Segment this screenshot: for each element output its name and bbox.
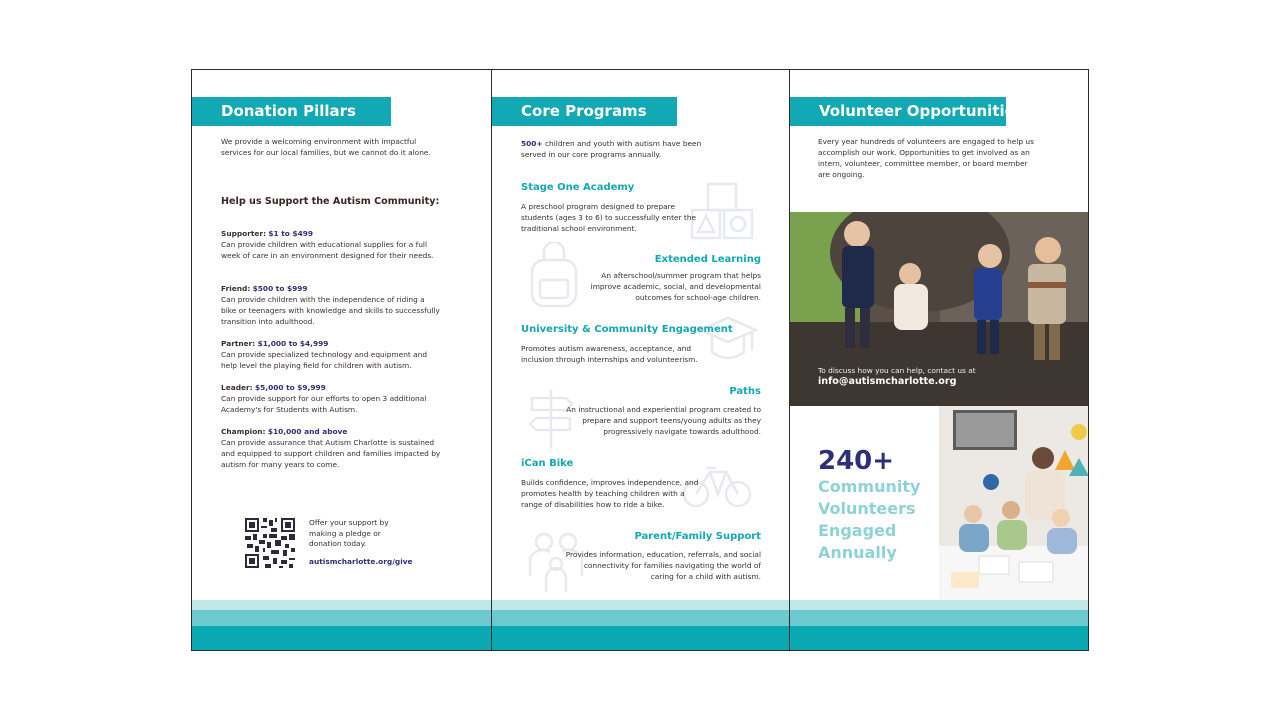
backpack-icon: [526, 242, 582, 308]
core-programs-panel: [491, 70, 790, 650]
cta-text: Offer your support by making a pledge or donation today.: [309, 518, 389, 548]
footer-band-dark: [492, 626, 790, 650]
footer-band-mid: [790, 610, 1089, 626]
footer-band-light: [790, 600, 1089, 610]
intro-text: Every year hundreds of volunteers are engaged to help us accomplish our work. Opportunities to get involved as an intern, volunteer, committee member, or board member are ongoing.: [818, 137, 1034, 179]
children-playing-photo: [790, 212, 1089, 406]
photo-illustration: [939, 406, 1089, 600]
stat-number: 240+: [818, 446, 895, 476]
tier-name: Friend:: [221, 284, 251, 293]
program-desc: Builds confidence, improves independence, and promotes health by teaching children with a range of disabilities how to ride a bike.: [521, 478, 699, 509]
tier-desc: Can provide children with the independence of riding a bike or teenagers with knowledge and skills to successfully transition into adulthood.: [221, 295, 440, 326]
program-title: Extended Learning: [654, 254, 761, 265]
tier-supporter: [221, 228, 441, 261]
photo-caption: To discuss how you can help, contact us at: [818, 366, 976, 375]
tier-champion: [221, 426, 441, 470]
tier-range: $5,000 to $9,999: [254, 383, 326, 392]
program-desc: A preschool program designed to prepare students (ages 3 to 6) to successfully enter the traditional school environment.: [521, 202, 697, 233]
tier-range: $1 to $499: [268, 229, 314, 238]
footer-band-dark: [192, 626, 491, 650]
stat-line: Annually: [818, 543, 897, 562]
qr-code-icon[interactable]: [245, 518, 295, 568]
program-desc: Promotes autism awareness, acceptance, and inclusion through internships and volunteerism.: [521, 344, 698, 364]
program-desc: An instructional and experiential program created to prepare and support teens/young adults as they progressively navigate towards adulthood.: [566, 405, 761, 436]
footer-band-mid: [492, 610, 790, 626]
panel-heading: Volunteer Opportunities: [790, 97, 1006, 126]
tier-desc: Can provide support for our efforts to open 3 additional Academy's for Students with Autism.: [221, 394, 427, 414]
volunteer-panel: [789, 70, 1089, 650]
trifold-brochure: [191, 69, 1089, 651]
tier-range: $10,000 and above: [267, 427, 348, 436]
tier-range: $500 to $999: [252, 284, 308, 293]
footer-band-light: [192, 600, 491, 610]
graduation-cap-icon: [698, 310, 758, 368]
stat-line: Community: [818, 477, 921, 496]
subheading: Help us Support the Autism Community:: [221, 196, 440, 207]
program-title: University & Community Engagement: [521, 324, 733, 335]
tier-name: Leader:: [221, 383, 253, 392]
tier-name: Supporter:: [221, 229, 267, 238]
tier-desc: Can provide assurance that Autism Charlotte is sustained and equipped to support children and families impacted by autism for many years to come.: [221, 438, 441, 469]
tier-leader: [221, 382, 441, 415]
program-title: iCan Bike: [521, 458, 574, 469]
intro-number: 500+: [521, 139, 543, 148]
intro-text: [521, 138, 711, 160]
panel-heading: Donation Pillars: [192, 97, 391, 126]
panel-heading: Core Programs: [492, 97, 677, 126]
tier-desc: Can provide specialized technology and equipment and help level the playing field for children with autism.: [221, 350, 428, 370]
email-link[interactable]: info@autismcharlotte.org: [818, 376, 957, 387]
donation-pillars-panel: [192, 70, 491, 650]
intro-text: We provide a welcoming environment with impactful services for our local families, but we cannot do it alone.: [221, 137, 431, 157]
footer-band-mid: [192, 610, 491, 626]
program-title: Stage One Academy: [521, 182, 635, 193]
stat-line: Engaged: [818, 521, 897, 540]
program-desc: An afterschool/summer program that helps improve academic, social, and developmental outcomes for school-age children.: [590, 271, 761, 302]
tier-partner: [221, 338, 441, 371]
give-link[interactable]: autismcharlotte.org/give: [309, 557, 413, 566]
program-title: Parent/Family Support: [634, 531, 761, 542]
intro-rest: children and youth with autism have been served in our core programs annually.: [521, 139, 702, 159]
footer-band-light: [492, 600, 790, 610]
tier-friend: [221, 283, 441, 327]
volunteer-stat: [818, 446, 920, 564]
classroom-photo: [939, 406, 1089, 600]
program-desc: Provides information, education, referrals, and social connectivity for families navigating the world of caring for a child with autism.: [565, 550, 761, 581]
tier-desc: Can provide children with educational supplies for a full week of care in an environment designed for their needs.: [221, 240, 434, 260]
tier-range: $1,000 to $4,999: [257, 339, 329, 348]
stat-line: Volunteers: [818, 499, 916, 518]
tier-name: Partner:: [221, 339, 256, 348]
tier-name: Champion:: [221, 427, 266, 436]
footer-band-dark: [790, 626, 1089, 650]
program-title: Paths: [729, 386, 761, 397]
